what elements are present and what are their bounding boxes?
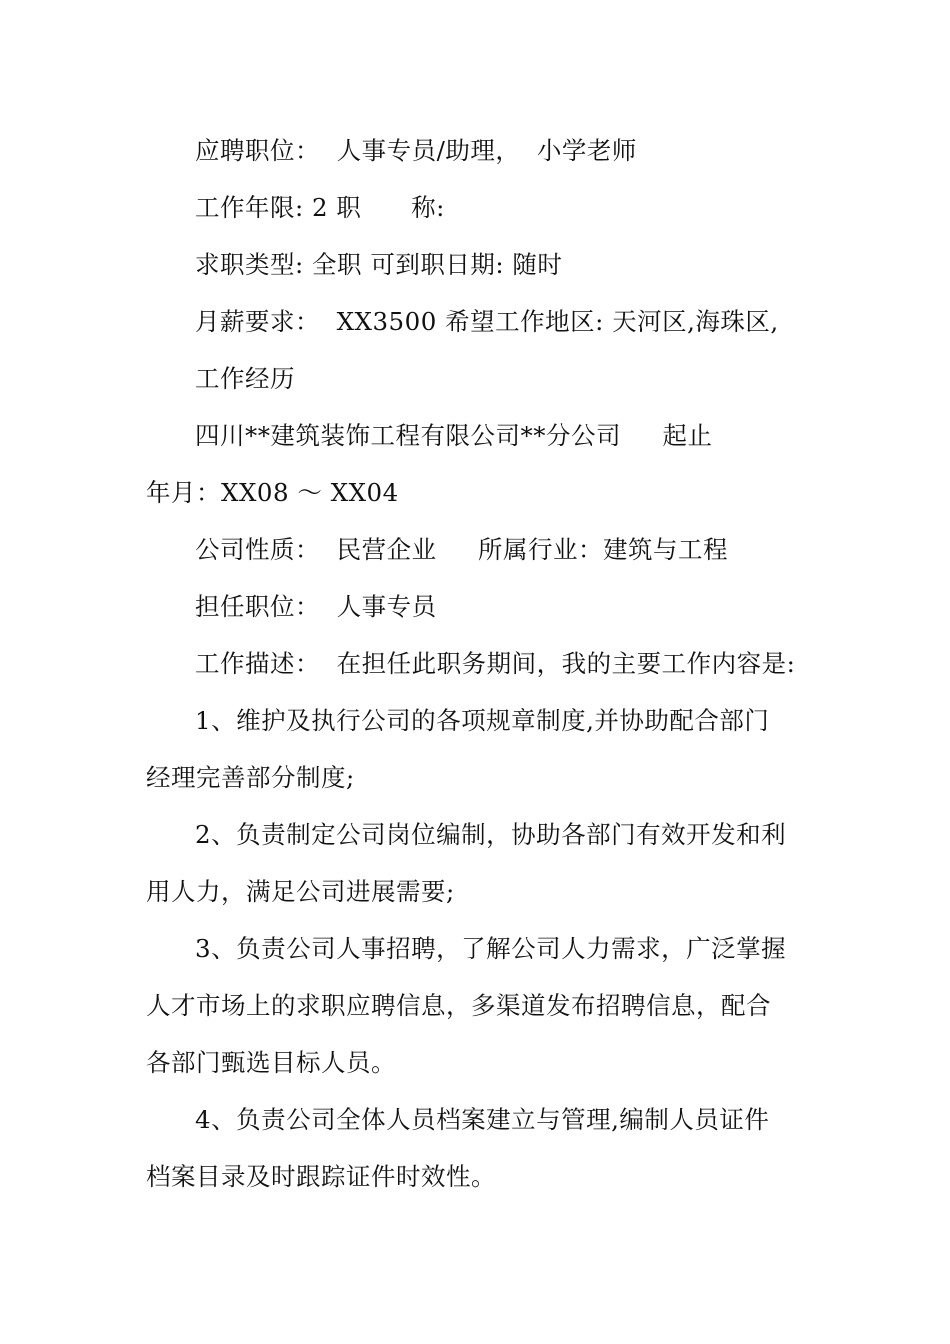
text-line: 工作描述： 在担任此职务期间，我的主要工作内容是: xyxy=(195,649,796,678)
text-line: 人才市场上的求职应聘信息，多渠道发布招聘信息，配合 xyxy=(146,991,771,1020)
text-line: 经理完善部分制度; xyxy=(146,763,355,792)
text-line: 月薪要求： XX3500 希望工作地区: 天河区,海珠区, xyxy=(195,307,779,336)
text-line: 用人力，满足公司进展需要; xyxy=(146,877,455,906)
text-line: 四川**建筑装饰工程有限公司**分公司 起止 xyxy=(195,421,713,450)
text-line: 4、负责公司全体人员档案建立与管理,编制人员证件 xyxy=(195,1105,770,1134)
text-line: 1、维护及执行公司的各项规章制度,并协助配合部门 xyxy=(195,706,770,735)
text-line: 工作年限: 2 职 称: xyxy=(195,193,445,222)
text-line: 档案目录及时跟踪证件时效性。 xyxy=(146,1162,496,1191)
text-line: 公司性质： 民营企业 所属行业：建筑与工程 xyxy=(195,535,729,564)
text-line: 2、负责制定公司岗位编制，协助各部门有效开发和利 xyxy=(195,820,787,849)
text-line: 各部门甄选目标人员。 xyxy=(146,1048,396,1077)
text-line: 求职类型: 全职 可到职日期: 随时 xyxy=(195,250,563,279)
section-heading: 工作经历 xyxy=(195,364,295,393)
text-line: 担任职位： 人事专员 xyxy=(195,592,437,621)
text-line: 3、负责公司人事招聘，了解公司人力需求，广泛掌握 xyxy=(195,934,787,963)
text-line: 应聘职位： 人事专员/助理， 小学老师 xyxy=(195,136,637,165)
text-line: 年月：XX08 ～ XX04 xyxy=(146,478,399,507)
